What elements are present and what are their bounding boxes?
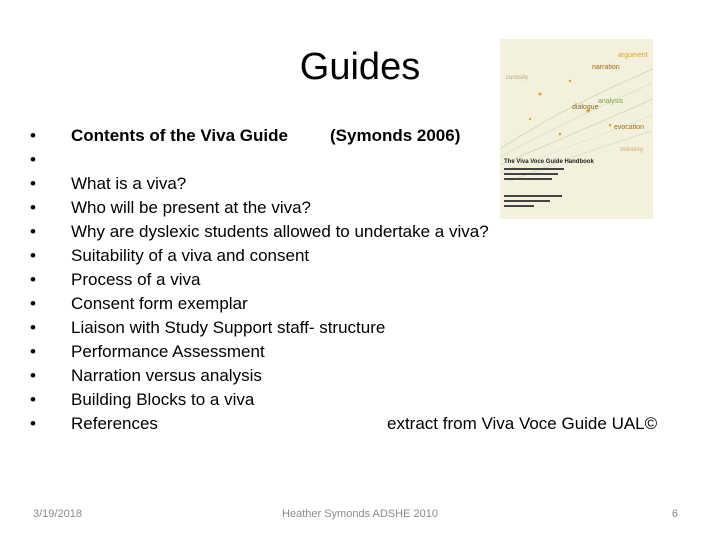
page-number: 6	[671, 508, 678, 520]
list-item-text: Liaison with Study Support staff- structure	[71, 318, 386, 337]
list-item	[30, 364, 690, 388]
list-item-text: Why are dyslexic students allowed to undertake a viva?	[71, 222, 489, 241]
list-item	[30, 196, 690, 220]
slide-title: Guides	[299, 46, 421, 88]
list-item	[30, 316, 690, 340]
list-item-text: Consent form exemplar	[71, 294, 248, 313]
contents-bullet-list	[30, 124, 690, 436]
list-item	[30, 388, 690, 412]
list-item-text: Process of a viva	[71, 270, 201, 289]
list-item-text: Who will be present at the viva?	[71, 198, 312, 217]
cover-word-4: dialogue	[572, 104, 599, 111]
bullet-icon: •	[30, 174, 36, 193]
list-item	[30, 268, 690, 292]
list-item	[30, 220, 690, 244]
bullet-icon: •	[30, 294, 36, 313]
bullet-icon: •	[30, 390, 36, 409]
cover-word-1: argument	[618, 52, 648, 59]
list-item	[30, 412, 690, 436]
footer-date: 3/19/2018	[33, 508, 82, 520]
bullet-icon: •	[30, 342, 36, 361]
cover-word-3: analysis	[598, 98, 624, 105]
bullet-icon: •	[30, 246, 36, 265]
list-item-text: References	[71, 414, 158, 433]
footer-author: Heather Symonds ADSHE 2010	[282, 508, 438, 520]
cover-word-6: curiosity	[506, 75, 529, 81]
bullet-icon: •	[30, 270, 36, 289]
list-item	[30, 292, 690, 316]
list-item-text: Narration versus analysis	[71, 366, 262, 385]
bullet-icon: •	[30, 222, 36, 241]
cover-word-5: evocation	[614, 124, 644, 131]
bullet-icon: •	[30, 198, 36, 217]
list-item-text: Building Blocks to a viva	[71, 390, 255, 409]
cover-heading: The Viva Voce Guide Handbook	[504, 159, 594, 165]
extract-credit: extract from Viva Voce Guide UAL©	[387, 414, 658, 433]
list-item	[30, 340, 690, 364]
bullet-icon: •	[30, 366, 36, 385]
list-item-text: What is a viva?	[71, 174, 187, 193]
cover-word-2: narration	[592, 64, 620, 71]
list-item	[30, 124, 690, 148]
citation: (Symonds 2006)	[330, 126, 461, 145]
bullet-icon: •	[30, 318, 36, 337]
list-item	[30, 148, 690, 172]
cover-word-7: debating	[620, 147, 644, 153]
bullet-icon: •	[30, 150, 36, 169]
list-item	[30, 244, 690, 268]
bullet-icon: •	[30, 414, 36, 433]
list-item	[30, 172, 690, 196]
list-item-text: Suitability of a viva and consent	[71, 246, 310, 265]
list-item-text: Performance Assessment	[71, 342, 265, 361]
contents-heading: Contents of the Viva Guide	[71, 126, 288, 145]
bullet-icon: •	[30, 126, 36, 145]
